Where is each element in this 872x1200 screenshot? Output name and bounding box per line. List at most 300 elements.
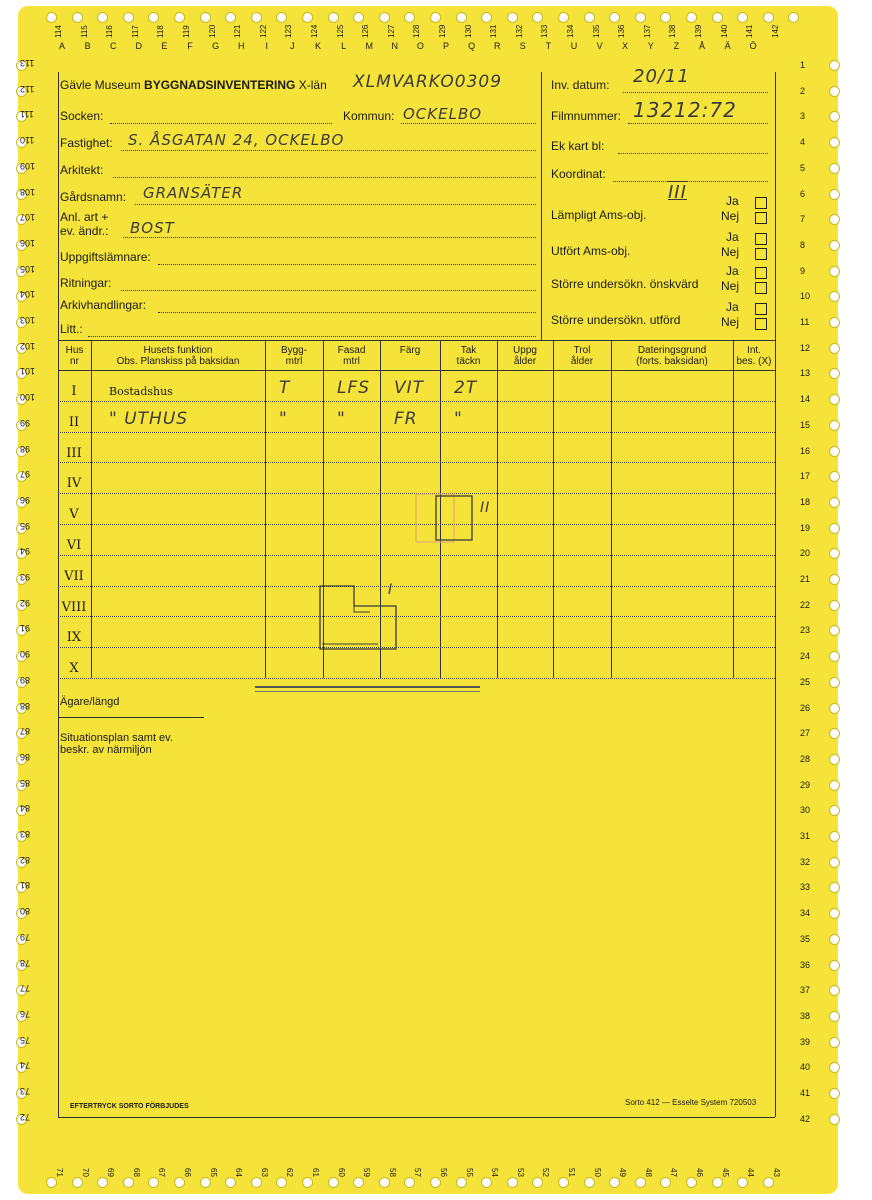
right-edge-number: 36 xyxy=(800,959,811,970)
left-edge-number: 103 xyxy=(20,315,36,325)
row-number: IX xyxy=(66,630,82,646)
top-edge-letter: B xyxy=(84,41,91,51)
punch-hole xyxy=(635,12,646,23)
top-edge-number: 127 xyxy=(386,24,396,38)
top-edge-letter: D xyxy=(135,41,143,51)
left-edge-number: 77 xyxy=(20,983,31,994)
bottom-edge-number: 48 xyxy=(643,1168,653,1177)
bottom-edge-number: 43 xyxy=(771,1168,781,1177)
class-value: III xyxy=(668,182,687,203)
left-edge-number: 91 xyxy=(20,623,31,634)
right-edge-number: 8 xyxy=(800,239,806,250)
right-edge-number: 22 xyxy=(800,599,811,610)
row-number: III xyxy=(66,445,82,461)
table-cell-farg: FR xyxy=(394,408,418,429)
left-edge-number: 105 xyxy=(20,263,36,274)
top-edge-number: 117 xyxy=(130,25,140,38)
table-cell-fasad: " xyxy=(337,408,346,429)
arkiv-label: Arkivhandlingar: xyxy=(60,298,147,312)
left-edge-number: 72 xyxy=(20,1111,31,1122)
bottom-edge-number: 56 xyxy=(439,1168,448,1177)
left-edge-number: 79 xyxy=(20,931,31,942)
ja-checkbox[interactable] xyxy=(755,197,767,209)
top-edge-number: 140 xyxy=(719,24,729,38)
left-edge-number: 107 xyxy=(20,212,36,223)
top-edge-letter: J xyxy=(290,41,295,51)
top-edge-number: 135 xyxy=(591,24,601,38)
right-edge-number: 9 xyxy=(800,265,806,276)
top-edge-number: 141 xyxy=(745,24,755,38)
litt-field[interactable] xyxy=(88,336,536,337)
top-edge-letter: Ä xyxy=(724,41,731,51)
punch-hole xyxy=(200,12,211,23)
right-edge-number: 17 xyxy=(800,471,811,482)
bottom-edge-number: 64 xyxy=(234,1168,244,1177)
table-cell-farg: VIT xyxy=(394,378,425,398)
left-edge-number: 89 xyxy=(20,674,31,685)
table-cell-funktion: " UTHUS xyxy=(109,408,189,429)
uppgift-field[interactable] xyxy=(158,264,536,265)
punch-hole xyxy=(829,600,840,611)
bottom-edge-number: 60 xyxy=(336,1168,346,1177)
top-edge-letter: C xyxy=(109,41,117,51)
punch-hole xyxy=(123,1177,134,1188)
punch-hole xyxy=(558,12,569,23)
punch-hole xyxy=(686,1177,697,1188)
bottom-edge-number: 63 xyxy=(259,1168,269,1177)
sketch-detail xyxy=(354,606,370,612)
nej-label: Nej xyxy=(721,315,740,329)
ritningar-field[interactable] xyxy=(121,290,536,291)
left-edge-number: 78 xyxy=(20,957,31,968)
punch-hole xyxy=(609,12,620,23)
table-cell-funktion: Bostadshus xyxy=(109,385,173,398)
punch-hole xyxy=(829,831,840,842)
right-edge-number: 23 xyxy=(800,625,811,636)
nej-checkbox[interactable] xyxy=(755,212,767,224)
right-edge-number: 18 xyxy=(800,496,811,507)
litt-label: Litt.: xyxy=(60,322,83,336)
top-edge-number: 122 xyxy=(258,24,268,38)
top-edge-number: 125 xyxy=(335,24,345,38)
top-edge-letter: P xyxy=(442,41,449,51)
filmnummer-field[interactable] xyxy=(628,123,768,124)
inv-datum-label: Inv. datum: xyxy=(551,78,610,92)
right-edge-number: 14 xyxy=(800,394,811,405)
punch-hole xyxy=(829,523,840,534)
nej-checkbox[interactable] xyxy=(755,318,767,330)
ja-checkbox[interactable] xyxy=(755,267,767,279)
punch-hole xyxy=(737,1177,748,1188)
bottom-edge-number: 51 xyxy=(567,1168,576,1177)
left-edge-number: 80 xyxy=(20,906,31,917)
top-edge-number: 138 xyxy=(668,24,678,38)
left-edge-number: 90 xyxy=(20,649,31,660)
bottom-edge-number: 62 xyxy=(285,1168,295,1177)
punch-hole xyxy=(404,1177,415,1188)
arkitekt-label: Arkitekt: xyxy=(60,163,104,177)
top-edge-letter: Å xyxy=(698,41,705,51)
pencil-underline xyxy=(255,686,480,688)
punch-hole xyxy=(829,651,840,662)
nej-label: Nej xyxy=(721,209,740,223)
punch-hole xyxy=(276,1177,287,1188)
top-edge-letter: H xyxy=(237,41,245,51)
top-edge-letter: Ö xyxy=(749,41,757,51)
table-column-header: Trol ålder xyxy=(570,345,594,367)
uppgift-label: Uppgiftslämnare: xyxy=(60,250,151,264)
top-edge-letter: E xyxy=(161,41,168,51)
left-edge-number: 82 xyxy=(20,854,31,865)
left-edge-number: 83 xyxy=(20,829,31,839)
top-edge-letter: N xyxy=(391,41,399,51)
q1-label: Lämpligt Ams-obj. xyxy=(551,208,647,222)
filmnummer-label: Filmnummer: xyxy=(551,109,622,123)
ritningar-label: Ritningar: xyxy=(60,276,112,290)
arkiv-field[interactable] xyxy=(158,312,536,313)
punch-hole xyxy=(829,266,840,277)
ja-label: Ja xyxy=(726,300,739,314)
top-edge-letter: K xyxy=(314,41,321,51)
q3-label: Större undersökn. önskvärd xyxy=(551,277,699,291)
punch-hole xyxy=(829,1011,840,1022)
punch-hole xyxy=(225,1177,236,1188)
punch-hole xyxy=(829,343,840,354)
right-edge-number: 1 xyxy=(800,60,806,70)
punch-hole xyxy=(302,1177,313,1188)
anl-andr-label: ev. ändr.: xyxy=(60,224,109,238)
bottom-edge-number: 50 xyxy=(592,1168,602,1177)
left-edge-number: 112 xyxy=(20,83,35,94)
table-cell-fasad: LFS xyxy=(337,378,371,398)
table-column-header: Hus nr xyxy=(65,345,84,367)
top-edge-number: 119 xyxy=(182,25,191,38)
bottom-edge-number: 65 xyxy=(208,1168,218,1177)
table-column-header: Färg xyxy=(399,345,421,356)
divider-vertical xyxy=(541,72,542,340)
right-edge-number: 11 xyxy=(800,317,810,327)
gardsnamn-label: Gårdsnamn: xyxy=(60,190,127,204)
top-edge-letter: I xyxy=(265,41,269,51)
sketch-building-I xyxy=(320,586,396,649)
punch-hole xyxy=(829,214,840,225)
nej-checkbox[interactable] xyxy=(755,248,767,260)
left-edge-number: 94 xyxy=(20,546,31,557)
punch-hole xyxy=(829,317,840,328)
punch-hole xyxy=(829,677,840,688)
bottom-edge-number: 54 xyxy=(490,1168,500,1177)
top-edge-letter: Q xyxy=(468,41,476,51)
left-edge-number: 85 xyxy=(20,777,31,788)
bottom-edge-number: 66 xyxy=(183,1168,192,1177)
inv-datum-value: 20/11 xyxy=(633,66,690,87)
top-edge-number: 134 xyxy=(566,24,575,38)
filmnummer-value: 13212:72 xyxy=(633,98,737,122)
museum-name: Gävle Museum BYGGNADSINVENTERING X-län xyxy=(60,78,327,92)
left-edge-number: 75 xyxy=(20,1034,31,1045)
row-number: VI xyxy=(66,538,82,553)
punch-hole xyxy=(609,1177,620,1188)
nej-checkbox[interactable] xyxy=(755,282,767,294)
table-column-header: Tak täckn xyxy=(456,345,481,367)
punch-hole xyxy=(353,12,364,23)
punch-hole xyxy=(225,12,236,23)
top-edge-letter: G xyxy=(212,41,220,51)
top-edge-number: 116 xyxy=(105,25,115,38)
table-cell-bygg: T xyxy=(279,378,291,398)
row-number: X xyxy=(69,661,79,677)
q2-label: Utfört Ams-obj. xyxy=(551,244,631,258)
ja-checkbox[interactable] xyxy=(755,303,767,315)
punch-hole xyxy=(763,1177,774,1188)
table-cell-bygg: " xyxy=(279,408,288,429)
fastighet-field[interactable] xyxy=(121,150,536,151)
punch-hole xyxy=(302,12,313,23)
top-edge-letter: L xyxy=(341,41,347,51)
bottom-edge-number: 49 xyxy=(618,1168,628,1177)
punch-hole xyxy=(148,1177,159,1188)
bottom-edge-number: 52 xyxy=(541,1168,551,1177)
punch-hole xyxy=(737,12,748,23)
right-edge-number: 7 xyxy=(800,214,806,225)
punch-hole xyxy=(123,12,134,23)
bottom-edge-number: 47 xyxy=(669,1168,679,1177)
punch-hole xyxy=(829,780,840,791)
left-frame xyxy=(58,72,59,1117)
table-column-header: Dateringsgrund (forts. baksidan) xyxy=(636,345,708,367)
right-edge-number: 32 xyxy=(800,856,811,867)
punch-hole xyxy=(635,1177,646,1188)
left-edge-number: 108 xyxy=(20,186,36,197)
left-edge-number: 100 xyxy=(20,392,36,403)
anl-art-label: Anl. art + xyxy=(60,210,109,224)
bottom-edge-number: 59 xyxy=(362,1168,372,1177)
left-edge-number: 88 xyxy=(20,700,31,711)
form-title: BYGGNADSINVENTERING xyxy=(144,78,296,92)
punch-hole xyxy=(456,12,467,23)
top-edge-number: 114 xyxy=(54,25,63,38)
left-edge-number: 73 xyxy=(20,1086,31,1096)
punch-hole xyxy=(712,12,723,23)
punch-hole xyxy=(829,985,840,996)
row-number: II xyxy=(68,414,80,430)
socken-field[interactable] xyxy=(110,123,332,124)
top-edge-number: 137 xyxy=(642,24,652,38)
punch-hole xyxy=(829,908,840,919)
bottom-edge-number: 70 xyxy=(80,1168,90,1177)
lan-label: X-län xyxy=(298,78,327,92)
right-edge-number: 20 xyxy=(800,548,811,559)
punch-hole xyxy=(829,1062,840,1073)
kommun-field[interactable] xyxy=(401,123,536,124)
punch-hole xyxy=(456,1177,467,1188)
plan-sketch xyxy=(308,484,508,694)
right-edge-number: 10 xyxy=(800,291,811,302)
top-edge-number: 136 xyxy=(617,24,627,38)
gardsnamn-field[interactable] xyxy=(135,204,536,205)
top-edge-number: 142 xyxy=(770,24,780,38)
bottom-edge-number: 55 xyxy=(464,1168,474,1177)
right-edge-number: 37 xyxy=(800,985,811,996)
punch-hole xyxy=(829,574,840,585)
ja-label: Ja xyxy=(726,230,739,244)
top-edge-letter: X xyxy=(622,41,629,51)
table-column-divider xyxy=(611,340,612,678)
right-edge-number: 24 xyxy=(800,651,811,662)
ek-kart-label: Ek kart bl: xyxy=(551,139,605,153)
socken-label: Socken: xyxy=(60,109,104,123)
right-edge-number: 15 xyxy=(800,419,811,430)
table-column-divider xyxy=(733,340,734,678)
table-row-divider xyxy=(58,462,775,463)
punch-hole xyxy=(46,1177,57,1188)
punch-hole xyxy=(660,12,671,23)
agare-rule xyxy=(58,717,204,718)
table-column-divider xyxy=(265,340,266,678)
left-edge-number: 110 xyxy=(20,135,35,146)
punch-hole xyxy=(507,1177,518,1188)
left-edge-number: 86 xyxy=(20,751,31,762)
punch-hole xyxy=(829,60,840,71)
bottom-edge-number: 69 xyxy=(106,1168,116,1177)
punch-hole xyxy=(829,368,840,379)
right-edge-number: 29 xyxy=(800,779,811,790)
registration-number: XLMVARKO0309 xyxy=(353,72,503,92)
punch-hole xyxy=(829,1114,840,1125)
top-edge-letter: U xyxy=(570,41,578,51)
top-edge-number: 129 xyxy=(438,24,447,38)
punch-hole xyxy=(328,1177,339,1188)
right-edge-number: 30 xyxy=(800,805,811,816)
table-cell-tak: " xyxy=(454,408,463,429)
top-edge-letter: O xyxy=(416,41,424,51)
koordinat-field[interactable] xyxy=(613,181,768,182)
punch-hole xyxy=(829,625,840,636)
punch-hole xyxy=(97,12,108,23)
bottom-edge-number: 45 xyxy=(720,1168,730,1177)
gardsnamn-value: GRANSÄTER xyxy=(143,184,244,202)
punch-hole xyxy=(660,1177,671,1188)
punch-hole xyxy=(829,548,840,559)
row-number: IV xyxy=(66,476,82,492)
punch-hole xyxy=(829,420,840,431)
punch-hole xyxy=(72,12,83,23)
index-card xyxy=(18,6,838,1194)
copyright-note: EFTERTRYCK SORTO FÖRBJUDES xyxy=(70,1103,189,1110)
top-edge-number: 131 xyxy=(489,24,499,38)
punch-hole xyxy=(532,12,543,23)
right-edge-number: 16 xyxy=(800,445,811,456)
ja-checkbox[interactable] xyxy=(755,233,767,245)
row-number: V xyxy=(69,507,79,523)
punch-hole xyxy=(829,137,840,148)
row-number: VII xyxy=(64,568,84,584)
inv-datum-field[interactable] xyxy=(623,92,768,93)
punch-hole xyxy=(829,163,840,174)
pencil-underline-2 xyxy=(255,691,480,692)
punch-hole xyxy=(712,1177,723,1188)
koordinat-label: Koordinat: xyxy=(551,167,606,181)
punch-hole xyxy=(686,12,697,23)
right-edge-number: 12 xyxy=(800,342,811,353)
left-edge-number: 84 xyxy=(20,803,31,814)
left-edge-number: 102 xyxy=(20,340,36,351)
table-column-header: Husets funktion Obs. Planskiss på baksidan xyxy=(116,345,240,367)
punch-hole xyxy=(829,754,840,765)
punch-hole xyxy=(829,471,840,482)
left-edge-number: 76 xyxy=(20,1008,31,1019)
right-edge-number: 42 xyxy=(800,1113,811,1124)
punch-hole xyxy=(558,1177,569,1188)
row-number: VIII xyxy=(61,599,87,615)
right-edge-number: 13 xyxy=(800,368,811,379)
bottom-edge-number: 71 xyxy=(55,1168,64,1177)
top-edge-letter: R xyxy=(493,41,501,51)
top-edge-letter: S xyxy=(519,41,526,51)
top-edge-number: 133 xyxy=(540,24,550,38)
situation-label-1: Situationsplan samt ev. xyxy=(60,732,173,744)
left-edge-number: 113 xyxy=(20,58,35,68)
right-edge-number: 41 xyxy=(800,1088,811,1098)
q4-label: Större undersökn. utförd xyxy=(551,313,681,327)
bottom-edge-number: 44 xyxy=(746,1168,756,1177)
right-edge-number: 19 xyxy=(800,522,811,533)
top-edge-number: 120 xyxy=(207,24,217,38)
sketch-label-II: II xyxy=(480,500,491,516)
right-edge-number: 35 xyxy=(800,933,811,944)
table-column-header: Int. bes. (X) xyxy=(736,345,772,367)
left-edge-number: 111 xyxy=(20,109,34,120)
punch-hole xyxy=(379,1177,390,1188)
punch-hole xyxy=(328,12,339,23)
punch-hole xyxy=(829,882,840,893)
right-frame xyxy=(775,72,776,1117)
punch-hole xyxy=(46,12,57,23)
top-edge-number: 126 xyxy=(361,24,371,38)
left-edge-number: 99 xyxy=(20,417,31,428)
agare-label: Ägare/längd xyxy=(60,696,120,708)
bottom-edge-number: 58 xyxy=(387,1168,397,1177)
punch-hole xyxy=(251,1177,262,1188)
top-edge-number: 118 xyxy=(156,25,166,38)
right-edge-number: 31 xyxy=(800,831,811,841)
punch-hole xyxy=(829,728,840,739)
ja-label: Ja xyxy=(726,264,739,278)
arkitekt-field[interactable] xyxy=(113,177,536,178)
top-edge-number: 124 xyxy=(310,24,319,38)
table-row-divider xyxy=(58,401,775,402)
anl-art-field[interactable] xyxy=(123,237,536,238)
right-edge-number: 2 xyxy=(800,85,806,96)
nej-label: Nej xyxy=(721,245,740,259)
left-edge-number: 106 xyxy=(20,237,36,248)
sketch-label-I: I xyxy=(388,582,394,598)
sorto-note: Sorto 412 — Esselte System 720503 xyxy=(625,1098,757,1107)
punch-hole xyxy=(829,1088,840,1099)
punch-hole xyxy=(763,12,774,23)
punch-hole xyxy=(829,934,840,945)
ja-label: Ja xyxy=(726,194,739,208)
punch-hole xyxy=(430,12,441,23)
left-edge-number: 109 xyxy=(20,160,36,171)
left-edge-number: 74 xyxy=(20,1060,31,1071)
punch-hole xyxy=(829,805,840,816)
punch-hole xyxy=(276,12,287,23)
right-edge-number: 21 xyxy=(800,574,811,584)
table-row-divider xyxy=(58,432,775,433)
ek-kart-field[interactable] xyxy=(618,153,768,154)
right-edge-number: 26 xyxy=(800,702,811,713)
